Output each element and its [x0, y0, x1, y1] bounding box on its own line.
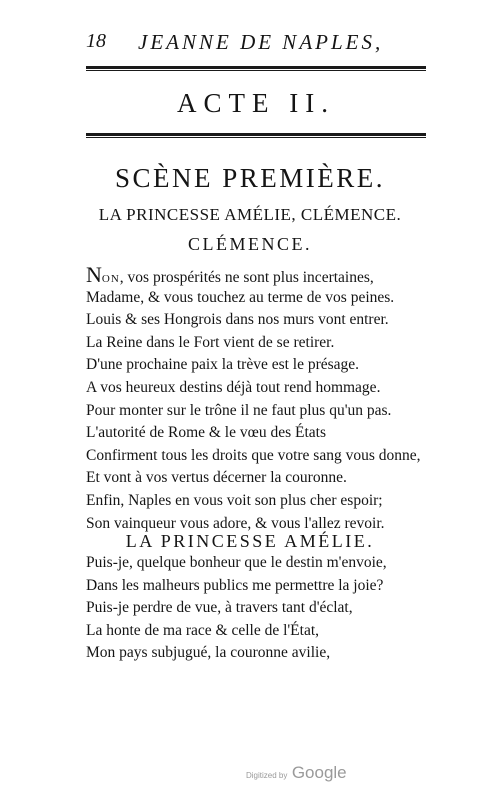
act-title: ACTE II.	[177, 88, 335, 118]
verse-line: La honte de ma race & celle de l'État,	[86, 621, 320, 639]
verse-line: Enfin, Naples en vous voit son plus cher espoir;	[86, 491, 383, 509]
verse-line: Pour monter sur le trône il ne faut plus qu'un pas.	[86, 401, 392, 419]
verse-line: A vos heureux destins déjà tout rend hommage.	[86, 378, 381, 396]
top-rule-thick	[86, 66, 426, 69]
watermark-brand: Google	[291, 763, 347, 782]
verse-block	[86, 264, 446, 535]
verse-line: Puis-je perdre de vue, à travers tant d'éclat,	[86, 599, 353, 617]
speaker-name: LA PRINCESSE AMÉLIE.	[125, 531, 375, 551]
running-title: JEANNE DE NAPLES,	[138, 30, 384, 54]
verse-line: Puis-je, quelque bonheur que le destin m'envoie,	[86, 554, 387, 571]
verse-line	[86, 264, 446, 287]
cast-list: LA PRINCESSE AMÉLIE, CLÉMENCE.	[98, 205, 402, 224]
verse-line: L'autorité de Rome & le vœu des États	[86, 424, 326, 442]
running-head	[86, 30, 424, 56]
bottom-rule-thick	[86, 133, 426, 136]
digitization-watermark	[246, 763, 347, 783]
watermark-prefix: Digitized by	[246, 771, 288, 780]
verse-line: Madame, & vous touchez au terme de vos peines.	[86, 288, 395, 306]
verse-line-text: , vos prospérités ne sont plus incertaines,	[119, 269, 374, 286]
verse-line: La Reine dans le Fort vient de se retirer.	[86, 333, 335, 351]
verse-line: Et vont à vos vertus décerner la couronne.	[86, 469, 347, 487]
small-caps-text: ON	[101, 273, 120, 285]
drop-cap: N	[86, 262, 102, 287]
verse-line: Dans les malheurs publics me permettre la joie?	[86, 576, 384, 594]
verse-block	[86, 552, 446, 665]
page-number: 18	[86, 30, 106, 52]
speaker-name: CLÉMENCE.	[188, 234, 312, 254]
scene-title: SCÈNE PREMIÈRE.	[114, 163, 386, 193]
verse-line: Mon pays subjugué, la couronne avilie,	[86, 644, 331, 662]
top-rule-thin	[86, 70, 426, 71]
verse-line: Confirment tous les droits que votre sang vous donne,	[86, 446, 421, 464]
verse-line: Son vainqueur vous adore, & vous l'allez revoir.	[86, 514, 385, 532]
verse-line: D'une prochaine paix la trève est le présage.	[86, 356, 360, 374]
bottom-rule-thin	[86, 137, 426, 138]
verse-line: Louis & ses Hongrois dans nos murs vont entrer.	[86, 311, 389, 329]
